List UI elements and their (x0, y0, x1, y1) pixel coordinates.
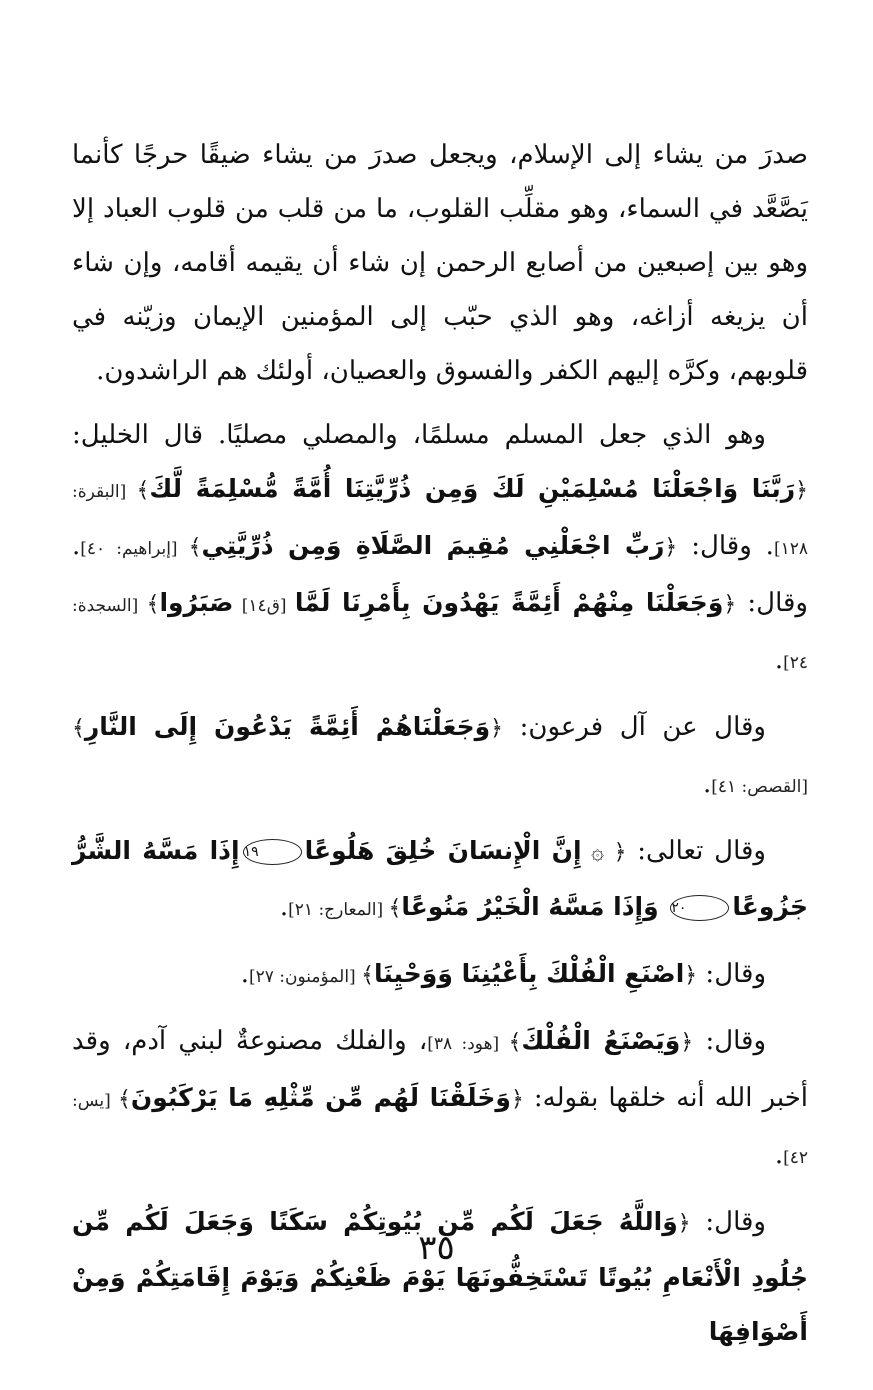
verse-reference: [إبراهيم: ٤٠] (80, 539, 189, 559)
paragraph (72, 1195, 808, 1359)
verse-reference: [السجدة: ٢٤] (72, 596, 808, 673)
body-text-run: . (774, 1140, 784, 1170)
body-text-run: . (240, 959, 249, 989)
quran-verse: وَإِذَا مَسَّهُ الْخَيْرُ مَنُوعًا (401, 892, 668, 921)
body-text-run: وقال: (690, 1207, 766, 1237)
paragraph (72, 408, 808, 690)
page-number: ٣٥ (418, 1228, 455, 1268)
paragraph (72, 1014, 808, 1185)
body-text-run: وقال: (693, 1026, 767, 1056)
quran-open-bracket: ﴿ (723, 592, 737, 617)
quran-close-bracket: ﴾ (72, 716, 85, 741)
ayah-number: ١٩ (243, 839, 302, 865)
body-text-run: وقال تعالى: (626, 836, 766, 866)
body-text-run: . (774, 645, 784, 675)
body-text-run: . (702, 769, 712, 799)
verse-reference: [يس: ٤٢] (72, 1091, 808, 1168)
verse-reference: [هود: ٣٨] (427, 1034, 509, 1054)
quran-open-bracket: ﴿ (680, 1030, 694, 1055)
body-text-run: . وقال: (72, 531, 808, 618)
paragraph (72, 947, 808, 1004)
quran-verse: صَبَرُوا (159, 588, 234, 617)
body-text-run: وقال: (697, 959, 766, 989)
quran-open-bracket: ﴿ (510, 1087, 524, 1112)
quran-close-bracket: ﴾ (388, 896, 402, 921)
body-text-run: . وقال: (677, 531, 774, 561)
paragraph (72, 700, 808, 814)
quran-verse: وَخَلَقْنَا لَهُم مِّن مِّثْلِهِ مَا يَرْكَبُونَ (130, 1083, 511, 1112)
ayah-number: ٢٠ (670, 895, 729, 921)
quran-verse: اصْنَعِ الْفُلْكَ بِأَعْيُنِنَا وَوَحْيِنَا (373, 959, 685, 988)
body-text-run: صدرَ من يشاء إلى الإسلام، ويجعل صدرَ من يشاء ضيقًا حرجًا كأنما يَصَّعَّد في السماء، وهو مقلِّب القلوب، ما من قلب من قلوب العباد إلا وهو بين إصبعين من أصابع الرحمن إن شاء أن يقيمه أقامه، وإن شاء أن يزيغه أزاغه، وهو الذي حبّب إلى المؤمنين الإيمان وزيّنه في قلوبهم، وكرَّه إليهم الكفر والفسوق والعصيان، أولئك هم الراشدون. (72, 140, 808, 386)
verse-reference: [المؤمنون: ٢٧] (248, 967, 362, 987)
body-text (72, 128, 808, 1359)
body-text-run: وقال عن آل فرعون: (503, 712, 766, 742)
quran-close-bracket: ﴾ (118, 1087, 131, 1112)
quran-verse: رَبِّ اجْعَلْنِي مُقِيمَ الصَّلَاةِ وَمِن ذُرِّيَّتِي (201, 531, 665, 560)
verse-reference: [المعارج: ٢١] (288, 900, 389, 920)
verse-reference: [القصص: ٤١] (711, 777, 808, 797)
body-text-run: ، والفلك مصنوعةٌ لبني آدم، وقد أخبر الله أنه خلقها بقوله: (72, 1026, 809, 1113)
quran-open-bracket: ﴿ (664, 535, 678, 560)
quran-verse: رَبَّنَا وَاجْعَلْنَا مُسْلِمَيْنِ لَكَ وَمِن ذُرِّيَّتِنَا أُمَّةً مُّسْلِمَةً لَّكَ (149, 474, 796, 503)
quran-open-bracket: ﴿ (684, 963, 698, 988)
quran-open-bracket: ﴿ (490, 716, 504, 741)
quran-verse: وَجَعَلْنَاهُمْ أَئِمَّةً يَدْعُونَ إِلَى النَّارِ (84, 712, 491, 741)
quran-open-bracket: ﴿ (795, 478, 808, 503)
quran-close-bracket: ﴾ (361, 963, 374, 988)
verse-reference: [البقرة: ١٢٨] (72, 482, 808, 559)
quran-verse: وَيَصْنَعُ الْفُلْكَ (521, 1026, 681, 1055)
quran-close-bracket: ﴾ (188, 535, 202, 560)
rub-el-hizb-icon: ۞ (581, 840, 614, 865)
quran-close-bracket: ﴾ (508, 1030, 522, 1055)
paragraph (72, 824, 808, 937)
paragraph (72, 128, 808, 398)
verse-reference: [ق١٤] (233, 596, 295, 616)
body-text-run: . (279, 892, 289, 922)
quran-close-bracket: ﴾ (146, 592, 160, 617)
quran-open-bracket: ﴿ (613, 840, 627, 865)
quran-verse: إِذَا مَسَّهُ الشَّرُّ جَزُوعًا (72, 836, 808, 921)
quran-verse: إِنَّ الْإِنسَانَ خُلِقَ هَلُوعًا (304, 836, 582, 865)
quran-close-bracket: ﴾ (136, 478, 150, 503)
quran-verse: وَاللَّهُ جَعَلَ لَكُم مِّن بُيُوتِكُمْ سَكَنًا وَجَعَلَ لَكُم مِّن جُلُودِ الْأَنْعَامِ بُيُوتًا تَسْتَخِفُّونَهَا يَوْمَ ظَعْنِكُمْ وَيَوْمَ إِقَامَتِكُمْ وَمِنْ أَصْوَافِهَا (72, 1207, 808, 1346)
quran-verse: وَجَعَلْنَا مِنْهُمْ أَئِمَّةً يَهْدُونَ بِأَمْرِنَا لَمَّا (294, 588, 724, 617)
body-text-run: وهو الذي جعل المسلم مسلمًا، والمصلي مصليًا. قال الخليل: (72, 420, 766, 450)
quran-open-bracket: ﴿ (677, 1211, 691, 1236)
